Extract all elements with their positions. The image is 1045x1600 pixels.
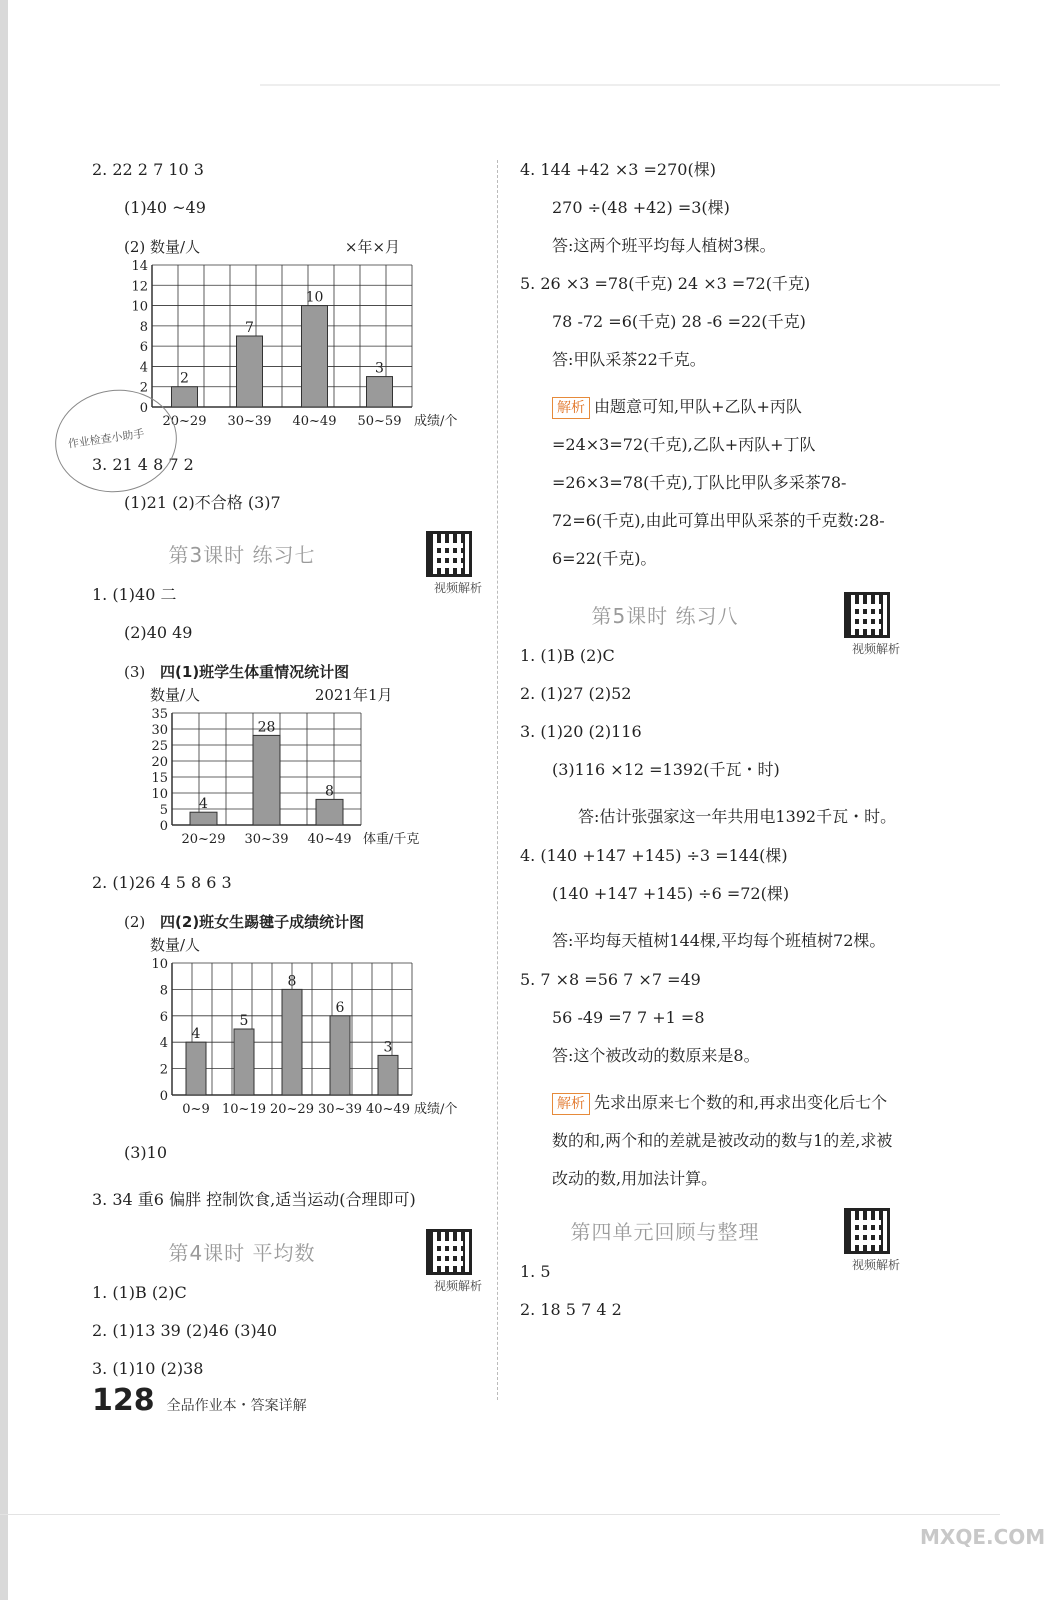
chart-3-label: (2) <box>124 913 146 931</box>
qr-caption: 视频解析 <box>433 1279 482 1293</box>
answer-line: (2)40 49 <box>124 623 193 642</box>
top-rule <box>260 84 1000 86</box>
x-axis-label: 成绩/个 <box>414 414 458 429</box>
answer-line: 270 ÷(48 +42) =3(棵) <box>552 198 730 217</box>
y-tick-label: 2 <box>139 380 148 396</box>
x-tick-label: 30~39 <box>318 1102 362 1117</box>
answer-line: (3)10 <box>124 1143 168 1162</box>
answer-line: 1. (1)B (2)C <box>92 1283 187 1302</box>
analysis-block <box>520 388 900 578</box>
chart-3-title: 四(2)班女生踢毽子成绩统计图 <box>160 913 365 931</box>
answer-line: (1)40 ~49 <box>124 198 206 217</box>
bottom-rule <box>0 1514 1000 1515</box>
bar-value-label: 5 <box>239 1013 249 1029</box>
bar <box>316 799 343 825</box>
qr-code-icon[interactable] <box>426 531 472 577</box>
answer-line: 2. 18 5 7 4 2 <box>520 1300 622 1319</box>
chart-3-ylabel: 数量/人 <box>150 936 201 954</box>
chart-2-svg <box>92 705 452 855</box>
bar <box>190 812 217 825</box>
qr-caption: 视频解析 <box>851 1258 900 1272</box>
bar <box>282 989 302 1095</box>
qr-caption: 视频解析 <box>851 642 900 656</box>
chart-2-title: 四(1)班学生体重情况统计图 <box>160 663 350 681</box>
y-tick-label: 8 <box>139 319 148 335</box>
bar <box>330 1016 350 1095</box>
answer-line: 答:这个被改动的数原来是8。 <box>552 1046 760 1065</box>
page-edge <box>0 0 8 1600</box>
analysis-tag: 解析 <box>552 397 590 419</box>
x-tick-label: 50~59 <box>357 414 402 429</box>
bar-value-label: 8 <box>325 783 334 800</box>
answer-line: 78 -72 =6(千克) 28 -6 =22(千克) <box>552 312 806 331</box>
bar-value-label: 4 <box>199 796 208 813</box>
y-tick-label: 2 <box>159 1062 168 1078</box>
chart-2-date: 2021年1月 <box>314 686 393 704</box>
chart-3-svg <box>92 955 472 1125</box>
answer-line: 5. 7 ×8 =56 7 ×7 =49 <box>520 970 701 989</box>
y-tick-label: 10 <box>151 957 168 972</box>
answer-line: 4. 144 +42 ×3 =270(棵) <box>520 160 716 179</box>
answer-line: 答:这两个班平均每人植树3棵。 <box>552 236 776 255</box>
y-tick-label: 8 <box>159 983 168 999</box>
answer-line: (1)21 (2)不合格 (3)7 <box>124 493 281 512</box>
y-tick-label: 10 <box>131 299 148 315</box>
section-title: 第3课时 练习七 <box>168 543 316 567</box>
analysis-text: 由题意可知,甲队+乙队+丙队=24×3=72(千克),乙队+丙队+丁队=26×3=78(千克),丁队比甲队多采茶78-72=6(千克),由此可算出甲队采茶的千克数:28-6=22(千克)。 <box>552 397 885 568</box>
bar-value-label: 3 <box>383 1039 393 1056</box>
y-tick-label: 5 <box>159 803 168 818</box>
answer-line: 3. 21 4 8 7 2 <box>92 455 194 474</box>
x-axis-label: 成绩/个 <box>414 1102 458 1117</box>
chart-1-label: (2) <box>124 238 146 256</box>
y-tick-label: 25 <box>151 739 168 754</box>
qr-code-icon[interactable] <box>426 1229 472 1275</box>
section-title: 第4课时 平均数 <box>168 1241 316 1265</box>
qr-code-icon[interactable] <box>844 592 890 638</box>
x-tick-label: 40~49 <box>292 414 337 429</box>
x-tick-label: 0~9 <box>182 1102 210 1117</box>
left-column <box>92 160 482 1397</box>
stamp-text: 作业检查小助手 <box>67 427 146 451</box>
qr-caption: 视频解析 <box>433 581 482 595</box>
answer-line: 56 -49 =7 7 +1 =8 <box>552 1008 705 1027</box>
answer-line: 1. 5 <box>520 1262 551 1281</box>
bar-value-label: 28 <box>257 719 276 736</box>
bar <box>172 387 198 407</box>
bar-value-label: 4 <box>191 1026 201 1043</box>
y-tick-label: 30 <box>151 723 168 738</box>
y-tick-label: 12 <box>131 279 148 295</box>
y-tick-label: 4 <box>139 360 148 376</box>
watermark: MXQE.COM <box>920 1525 1045 1549</box>
y-tick-label: 20 <box>151 755 168 770</box>
x-tick-label: 30~39 <box>244 832 289 847</box>
x-axis-label: 体重/千克 <box>363 832 420 847</box>
chart-1-date: ×年×月 <box>344 238 401 256</box>
answer-line: 2. (1)26 4 5 8 6 3 <box>92 873 232 892</box>
y-tick-label: 0 <box>159 819 168 834</box>
analysis-tag: 解析 <box>552 1093 590 1115</box>
bar <box>234 1029 254 1095</box>
chart-2 <box>92 661 482 859</box>
y-tick-label: 6 <box>159 1009 168 1025</box>
bar-value-label: 3 <box>375 360 384 377</box>
answer-line: 1. (1)B (2)C <box>520 646 615 665</box>
bar-value-label: 2 <box>180 370 189 387</box>
bar-value-label: 6 <box>335 999 345 1016</box>
analysis-text: 先求出原来七个数的和,再求出变化后七个数的和,两个和的差就是被改动的数与1的差,求被改动的数,用加法计算。 <box>552 1093 893 1188</box>
x-tick-label: 30~39 <box>227 414 272 429</box>
bar <box>367 377 393 407</box>
answer-line: 2. 22 2 7 10 3 <box>92 160 204 179</box>
qr-code-icon[interactable] <box>844 1208 890 1254</box>
y-tick-label: 6 <box>139 340 148 356</box>
y-tick-label: 14 <box>131 259 148 274</box>
x-tick-label: 40~49 <box>366 1102 410 1117</box>
x-tick-label: 40~49 <box>307 832 352 847</box>
bar <box>186 1042 206 1095</box>
y-tick-label: 0 <box>139 401 148 416</box>
chart-2-label: (3) <box>124 663 146 681</box>
x-tick-label: 10~19 <box>222 1102 266 1117</box>
page-number: 128 <box>92 1383 155 1418</box>
answer-line: (140 +147 +145) ÷6 =72(棵) <box>552 884 790 903</box>
chart-3 <box>92 911 482 1129</box>
answer-line: 答:估计张强家这一年共用电1392千瓦・时。 <box>578 807 897 826</box>
column-divider <box>497 160 498 1400</box>
chart-1-ylabel: 数量/人 <box>150 238 201 256</box>
chart-2-ylabel: 数量/人 <box>150 686 201 704</box>
bar-value-label: 8 <box>287 973 297 990</box>
bar <box>302 306 328 407</box>
answer-line: 2. (1)27 (2)52 <box>520 684 632 703</box>
answer-line: 3. 34 重6 偏胖 控制饮食,适当运动(合理即可) <box>92 1190 416 1209</box>
section-title: 第四单元回顾与整理 <box>570 1220 760 1244</box>
x-tick-label: 20~29 <box>162 414 207 429</box>
section-title: 第5课时 练习八 <box>591 604 739 628</box>
y-tick-label: 0 <box>159 1089 168 1104</box>
bar-value-label: 10 <box>305 289 324 306</box>
right-column <box>520 160 900 1338</box>
answer-line: 答:平均每天植树144棵,平均每个班植树72棵。 <box>552 931 886 950</box>
y-tick-label: 10 <box>151 787 168 802</box>
bar <box>237 336 263 407</box>
bar-value-label: 7 <box>245 320 254 336</box>
answer-line: 1. (1)40 二 <box>92 585 177 604</box>
y-tick-label: 15 <box>151 771 168 786</box>
answer-line: 2. (1)13 39 (2)46 (3)40 <box>92 1321 278 1340</box>
y-tick-label: 4 <box>159 1036 168 1052</box>
bar <box>378 1055 398 1095</box>
x-tick-label: 20~29 <box>270 1102 314 1117</box>
page-footer <box>92 1383 307 1418</box>
answer-line: 4. (140 +147 +145) ÷3 =144(棵) <box>520 846 788 865</box>
y-tick-label: 35 <box>151 707 168 722</box>
answer-line: 5. 26 ×3 =78(千克) 24 ×3 =72(千克) <box>520 274 811 293</box>
answer-line: (3)116 ×12 =1392(千瓦・时) <box>552 760 780 779</box>
book-title: 全品作业本・答案详解 <box>166 1398 307 1414</box>
answer-line: 3. (1)10 (2)38 <box>92 1359 204 1378</box>
answer-line: 答:甲队采茶22千克。 <box>552 350 706 369</box>
answer-line: 3. (1)20 (2)116 <box>520 722 642 741</box>
bar <box>253 735 280 825</box>
x-tick-label: 20~29 <box>181 832 226 847</box>
analysis-block <box>520 1084 900 1198</box>
